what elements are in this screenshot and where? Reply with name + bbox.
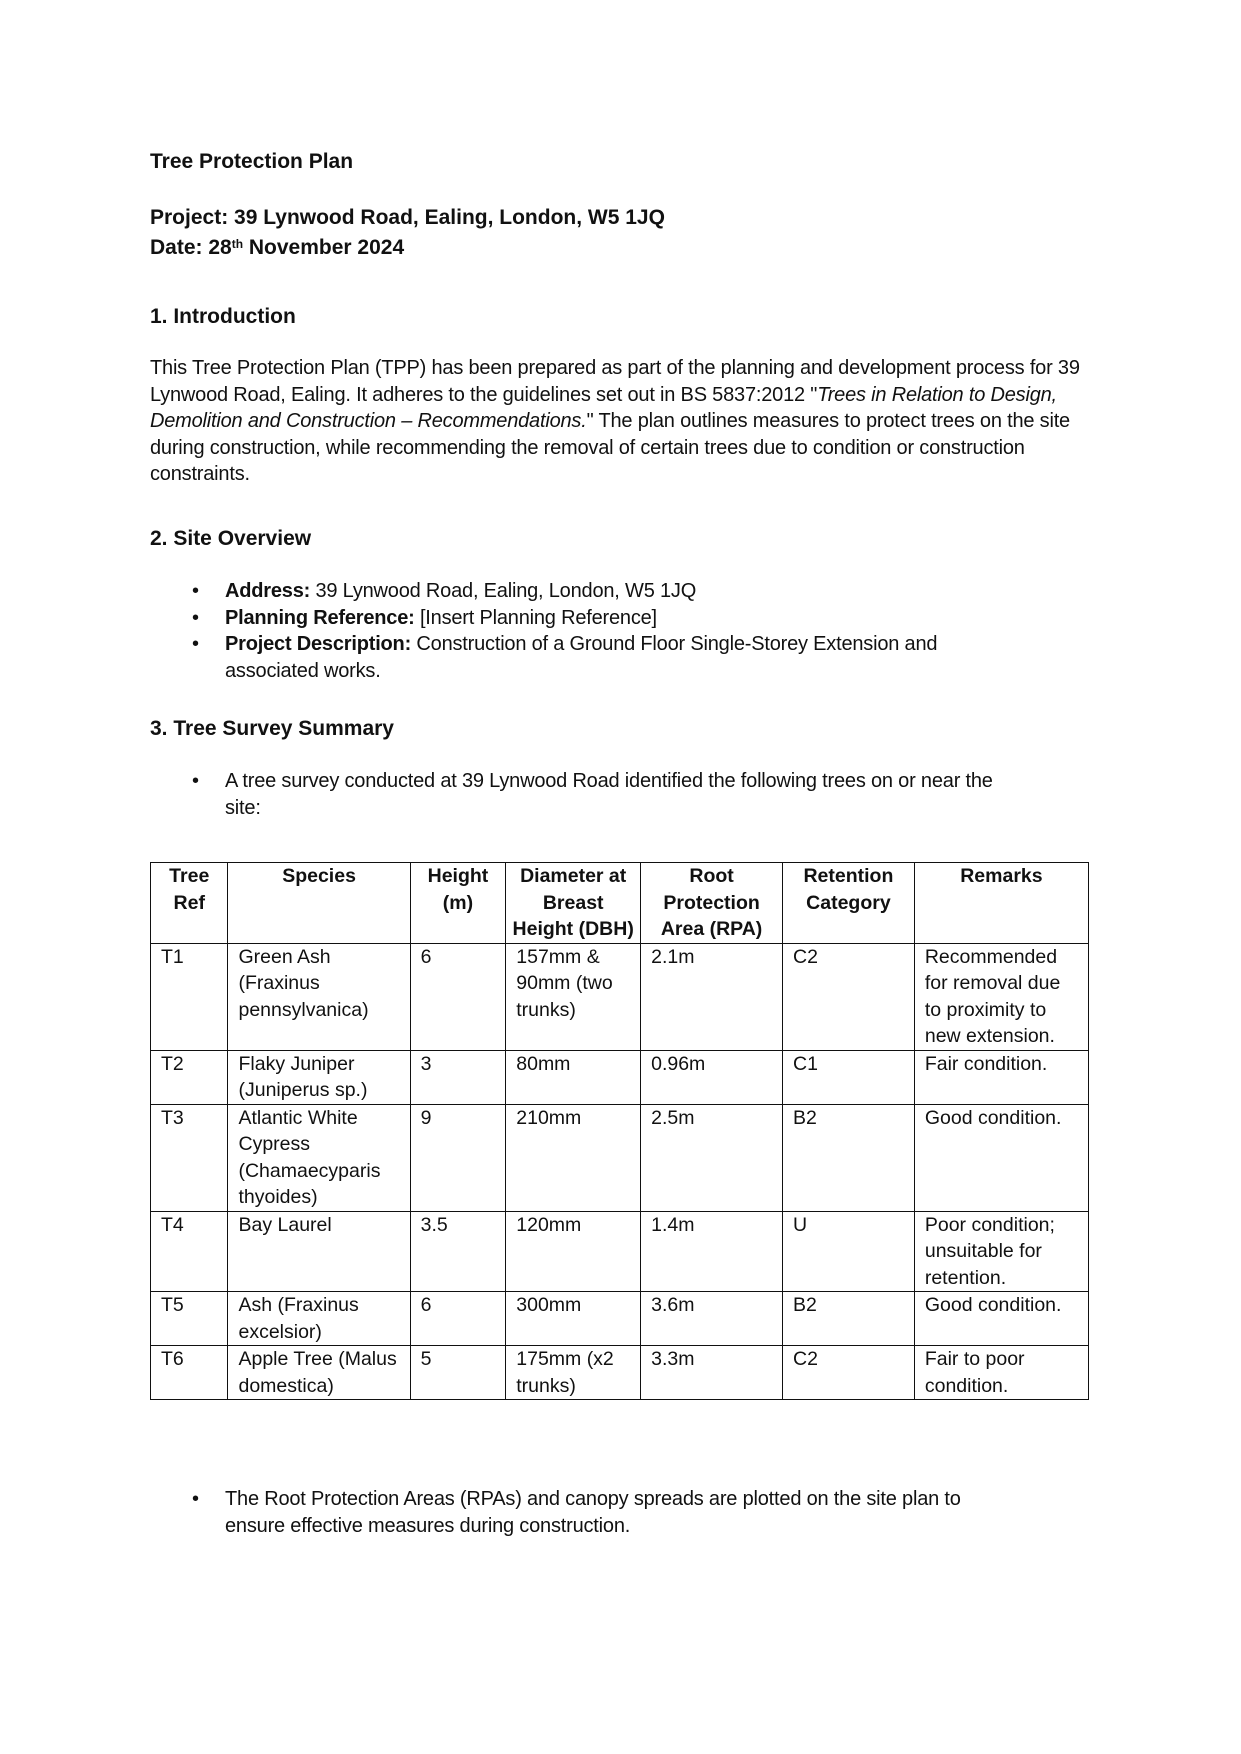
cell-retention: C2 [783, 1346, 915, 1400]
bullet-icon: • [192, 606, 199, 629]
cell-height: 9 [410, 1104, 506, 1211]
tree-survey-intro-list [150, 768, 1010, 821]
cell-remarks: Good condition. [914, 1292, 1088, 1346]
table-row [151, 943, 1089, 1050]
document-title: Tree Protection Plan [150, 150, 354, 173]
introduction-paragraph: This Tree Protection Plan (TPP) has been prepared as part of the planning and development process for 39 Lynwood Road, Ealing. It adheres to the guidelines set out in BS 5837:2012 "Trees in Relation to Design, Demolition and Construction – Recommendations." The plan outlines measures to protect trees on the site during construction, while recommending the removal of certain trees due to condition or construction constraints. [150, 357, 1080, 485]
list-item: • A tree survey conducted at 39 Lynwood Road identified the following trees on or near the site: [192, 770, 993, 819]
heading-tree-survey: 3. Tree Survey Summary [150, 717, 394, 740]
cell-retention: C1 [783, 1050, 915, 1104]
cell-tree-ref: T2 [151, 1050, 228, 1104]
header-dbh: Diameter at Breast Height (DBH) [506, 863, 641, 944]
date-line: Date: 28th November 2024 [150, 236, 405, 259]
list-item-project-description: • Project Description: Construction of a Ground Floor Single-Storey Extension and associated works. [192, 633, 938, 682]
cell-rpa: 3.6m [641, 1292, 783, 1346]
heading-site-overview: 2. Site Overview [150, 527, 312, 550]
cell-rpa: 2.1m [641, 943, 783, 1050]
header-rpa: Root Protection Area (RPA) [641, 863, 783, 944]
cell-dbh: 300mm [506, 1292, 641, 1346]
cell-species: Ash (Fraxinus excelsior) [228, 1292, 410, 1346]
table-row [151, 1104, 1089, 1211]
cell-tree-ref: T3 [151, 1104, 228, 1211]
bullet-icon: • [192, 1488, 199, 1510]
cell-rpa: 3.3m [641, 1346, 783, 1400]
list-item-planning-reference: • Planning Reference: [Insert Planning Reference] [150, 605, 1010, 632]
project-info [150, 205, 665, 261]
cell-dbh: 157mm & 90mm (two trunks) [506, 943, 641, 1050]
cell-retention: B2 [783, 1104, 915, 1211]
cell-retention: C2 [783, 943, 915, 1050]
table-row [151, 1292, 1089, 1346]
cell-tree-ref: T6 [151, 1346, 228, 1400]
project-line: Project: 39 Lynwood Road, Ealing, London, W5 1JQ [150, 206, 665, 229]
tree-survey-closing-list [150, 1486, 1010, 1539]
cell-rpa: 2.5m [641, 1104, 783, 1211]
bullet-icon: • [192, 770, 199, 792]
header-retention: Retention Category [783, 863, 915, 944]
header-remarks: Remarks [914, 863, 1088, 944]
cell-remarks: Poor condition; unsuitable for retention. [914, 1211, 1088, 1292]
cell-height: 3 [410, 1050, 506, 1104]
site-overview-list [150, 578, 1010, 684]
cell-dbh: 120mm [506, 1211, 641, 1292]
tree-survey-table [150, 862, 1089, 1400]
bullet-icon: • [192, 580, 199, 602]
cell-height: 6 [410, 1292, 506, 1346]
cell-tree-ref: T1 [151, 943, 228, 1050]
cell-dbh: 210mm [506, 1104, 641, 1211]
list-item-address: • Address: 39 Lynwood Road, Ealing, London, W5 1JQ [150, 578, 1010, 605]
bullet-icon: • [192, 633, 199, 655]
header-height: Height (m) [410, 863, 506, 944]
cell-remarks: Fair condition. [914, 1050, 1088, 1104]
cell-height: 6 [410, 943, 506, 1050]
list-item: • The Root Protection Areas (RPAs) and canopy spreads are plotted on the site plan to ensure effective measures during construction. [192, 1488, 961, 1537]
cell-retention: B2 [783, 1292, 915, 1346]
cell-species: Green Ash (Fraxinus pennsylvanica) [228, 943, 410, 1050]
cell-remarks: Good condition. [914, 1104, 1088, 1211]
cell-height: 3.5 [410, 1211, 506, 1292]
cell-species: Bay Laurel [228, 1211, 410, 1292]
cell-rpa: 1.4m [641, 1211, 783, 1292]
cell-retention: U [783, 1211, 915, 1292]
cell-remarks: Recommended for removal due to proximity to new extension. [914, 943, 1088, 1050]
header-species: Species [228, 863, 410, 944]
heading-introduction: 1. Introduction [150, 305, 296, 328]
cell-tree-ref: T4 [151, 1211, 228, 1292]
table-row [151, 1346, 1089, 1400]
cell-tree-ref: T5 [151, 1292, 228, 1346]
table-row [151, 1211, 1089, 1292]
header-tree-ref: Tree Ref [151, 863, 228, 944]
cell-dbh: 80mm [506, 1050, 641, 1104]
cell-height: 5 [410, 1346, 506, 1400]
cell-species: Atlantic White Cypress (Chamaecyparis thyoides) [228, 1104, 410, 1211]
table-header-row [151, 863, 1089, 944]
cell-rpa: 0.96m [641, 1050, 783, 1104]
cell-species: Flaky Juniper (Juniperus sp.) [228, 1050, 410, 1104]
table-row [151, 1050, 1089, 1104]
cell-dbh: 175mm (x2 trunks) [506, 1346, 641, 1400]
cell-species: Apple Tree (Malus domestica) [228, 1346, 410, 1400]
cell-remarks: Fair to poor condition. [914, 1346, 1088, 1400]
